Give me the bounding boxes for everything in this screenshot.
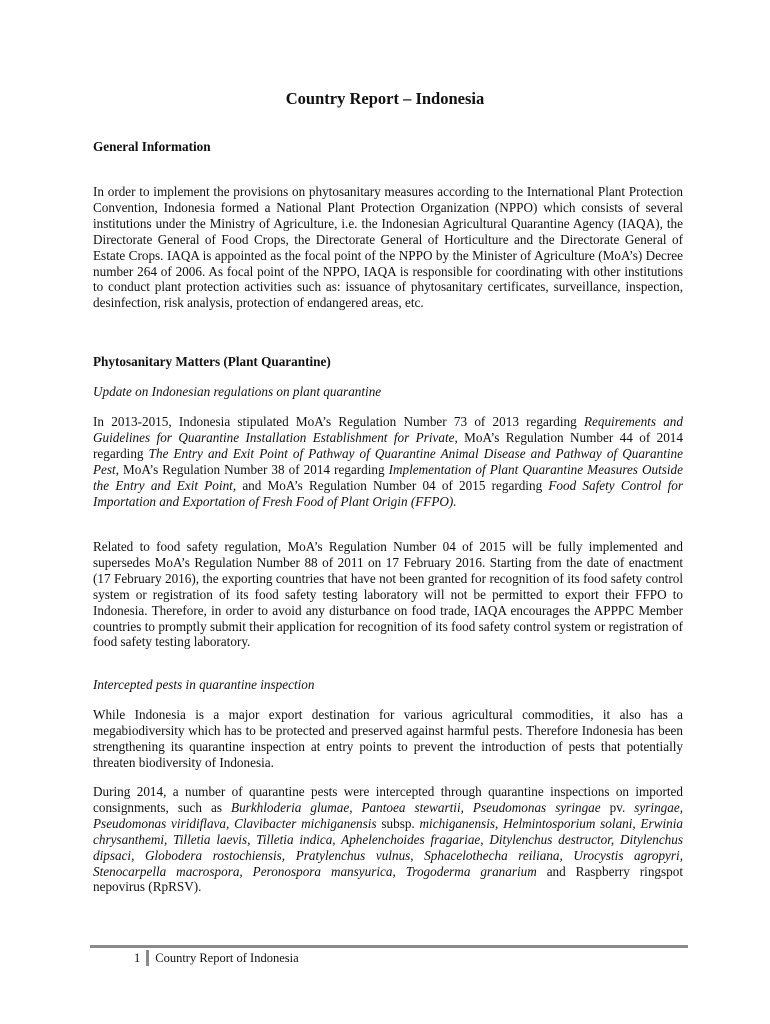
footer-separator <box>146 950 149 966</box>
intercepted-pests-paragraph <box>93 784 683 895</box>
text-run: subsp. <box>376 815 420 831</box>
page-number: 1 <box>134 950 141 965</box>
general-paragraph: In order to implement the provisions on phytosanitary measures according to the International Plant Protection Convention, Indonesia formed a National Plant Protection Organization (NPPO) which consists of several institutions under the Ministry of Agriculture, i.e. the Indonesian Agricultural Quarantine Agency (IAQA), the Directorate General of Food Crops, the Directorate General of Horticulture and the Directorate General of Estate Crops. IAQA is appointed as the focal point of the NPPO by the Minister of Agriculture (MoA’s) Decree number 264 of 2006. As focal point of the NPPO, IAQA is responsible for coordinating with other institutions to conduct plant protection activities such as: issuance of phytosanitary certificates, surveillance, inspection, desinfection, risk analysis, protection of endangered areas, etc. <box>93 184 683 311</box>
regulation-title: Food Safety Control for Importation and Exportation of Fresh Food of Plant Origin (FFPO). <box>93 477 683 509</box>
document-title: Country Report – Indonesia <box>285 89 485 108</box>
text-run: and Raspberry ringspot nepovirus (RpRSV). <box>93 863 683 895</box>
text-run: During 2014, a number of quarantine pests were intercepted through quarantine inspections on imported consignments, such as <box>93 784 683 815</box>
text-run: , MoA’s Regulation Number 44 of 2014 regarding <box>93 429 683 461</box>
species-names: Burkhloderia glumae, Pantoea stewartii, Pseudomonas syringae <box>231 799 601 815</box>
section-heading-general: General Information <box>93 139 211 154</box>
text-run: , MoA’s Regulation Number 38 of 2014 regarding <box>115 461 389 477</box>
species-names: michiganensis, Helmintosporium solani, Erwinia chrysanthemi, Tilletia laevis, Tilletia indica, Aphelenchoides fragariae, Ditylenchus destructor, Ditylenchus dipsaci, Globodera rostochiensis, Pratylenchus vulnus, Sphacelothecha reiliana, Urocystis agropyri, Stenocarpella macrospora, Peronospora mansyurica, Trogoderma granarium <box>93 815 684 879</box>
regulation-title: Requirements and Guidelines for Quarantine Installation Establishment for Private <box>93 414 683 445</box>
page-footer <box>134 950 299 966</box>
megabiodiversity-paragraph: While Indonesia is a major export destination for various agricultural commodities, it also has a megabiodiversity which has to be protected and preserved against harmful pests. Therefore Indonesia has been strengthening its quarantine inspection at entry points to prevent the introduction of pests that potentially threaten biodiversity of Indonesia. <box>93 707 683 770</box>
section-heading-phytosanitary: Phytosanitary Matters (Plant Quarantine) <box>93 354 331 369</box>
subheading-intercepted-pests: Intercepted pests in quarantine inspection <box>93 677 315 692</box>
food-safety-paragraph: Related to food safety regulation, MoA’s Regulation Number 04 of 2015 will be fully implemented and supersedes MoA’s Regulation Number 88 of 2011 on 17 February 2016. Starting from the date of enactment (17 February 2016), the exporting countries that have not been granted for recognition of its food safety control system or registration of its food safety testing laboratory will not be permitted to export their FFPO to Indonesia. Therefore, in order to avoid any disturbance on food trade, IAQA encourages the APPPC Member countries to promptly submit their application for recognition of its food safety control system or registration of food safety testing laboratory. <box>93 539 683 650</box>
footer-divider <box>90 945 688 948</box>
subheading-regulations: Update on Indonesian regulations on plant quarantine <box>93 384 382 399</box>
regulation-title: Implementation of Plant Quarantine Measures Outside the Entry and Exit Point <box>93 461 684 493</box>
species-names: syringae, Pseudomonas viridiflava, Clavibacter michiganensis <box>93 799 683 831</box>
text-run: In 2013-2015, Indonesia stipulated MoA’s Regulation Number 73 of 2013 regarding <box>93 414 584 429</box>
footer-text: Country Report of Indonesia <box>155 950 299 965</box>
regulations-paragraph <box>93 414 683 509</box>
text-run: pv. <box>600 799 635 815</box>
regulation-title: The Entry and Exit Point of Pathway of Quarantine Animal Disease and Pathway of Quarantine Pest <box>93 445 684 477</box>
text-run: , and MoA’s Regulation Number 04 of 2015 regarding <box>232 477 549 493</box>
